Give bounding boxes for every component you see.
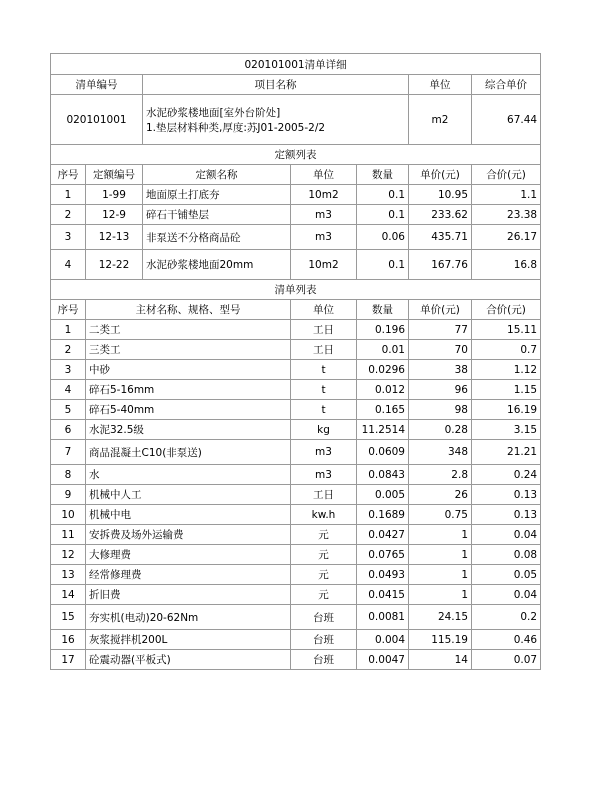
material-cell: 商品混凝土C10(非泵送) — [86, 440, 291, 465]
quota-cell: m3 — [291, 205, 357, 225]
material-row — [51, 320, 541, 340]
material-cell: kg — [291, 420, 357, 440]
material-cell: 1 — [409, 565, 472, 585]
material-cell: 0.0081 — [357, 605, 409, 630]
material-cell: 水 — [86, 465, 291, 485]
material-cell: 工日 — [291, 485, 357, 505]
item-price: 67.44 — [472, 95, 541, 145]
material-cell: 0.46 — [472, 630, 541, 650]
quota-cell: 0.1 — [357, 205, 409, 225]
quota-header-cell: 单价(元) — [409, 165, 472, 185]
material-cell: 0.0427 — [357, 525, 409, 545]
material-cell: 2 — [51, 340, 86, 360]
material-cell: 0.13 — [472, 505, 541, 525]
material-cell: 0.0843 — [357, 465, 409, 485]
material-row — [51, 465, 541, 485]
material-header-cell: 合价(元) — [472, 300, 541, 320]
material-cell: 碎石5-40mm — [86, 400, 291, 420]
quota-cell: 26.17 — [472, 225, 541, 250]
material-cell: 77 — [409, 320, 472, 340]
material-cell: 0.07 — [472, 650, 541, 670]
material-cell: 13 — [51, 565, 86, 585]
material-row — [51, 505, 541, 525]
material-row — [51, 630, 541, 650]
material-cell: 11.2514 — [357, 420, 409, 440]
material-cell: 经常修理费 — [86, 565, 291, 585]
material-cell: 1.15 — [472, 380, 541, 400]
material-cell: 11 — [51, 525, 86, 545]
bill-detail-table — [50, 53, 541, 670]
header-price: 综合单价 — [472, 75, 541, 95]
quota-cell: 10m2 — [291, 250, 357, 280]
material-cell: 机械中人工 — [86, 485, 291, 505]
material-cell: 台班 — [291, 650, 357, 670]
material-cell: 15 — [51, 605, 86, 630]
material-cell: 0.04 — [472, 525, 541, 545]
material-cell: 9 — [51, 485, 86, 505]
material-cell: 台班 — [291, 630, 357, 650]
material-cell: 机械中电 — [86, 505, 291, 525]
quota-cell: 1-99 — [86, 185, 143, 205]
material-header-cell: 主材名称、规格、型号 — [86, 300, 291, 320]
material-cell: 115.19 — [409, 630, 472, 650]
material-cell: 0.0415 — [357, 585, 409, 605]
header-name: 项目名称 — [143, 75, 409, 95]
quota-cell: 3 — [51, 225, 86, 250]
material-row — [51, 380, 541, 400]
material-cell: 0.04 — [472, 585, 541, 605]
material-cell: 0.01 — [357, 340, 409, 360]
material-section-title: 清单列表 — [51, 280, 541, 300]
material-cell: 0.0296 — [357, 360, 409, 380]
material-cell: 70 — [409, 340, 472, 360]
material-row — [51, 605, 541, 630]
quota-cell: 16.8 — [472, 250, 541, 280]
quota-cell: 12-22 — [86, 250, 143, 280]
quota-cell: 12-9 — [86, 205, 143, 225]
material-cell: 2.8 — [409, 465, 472, 485]
material-cell: 5 — [51, 400, 86, 420]
material-cell: 0.05 — [472, 565, 541, 585]
material-cell: 0.13 — [472, 485, 541, 505]
material-cell: 1 — [409, 545, 472, 565]
material-cell: 0.196 — [357, 320, 409, 340]
material-cell: 0.0765 — [357, 545, 409, 565]
quota-header-cell: 序号 — [51, 165, 86, 185]
material-header-row — [51, 300, 541, 320]
material-cell: 1 — [409, 585, 472, 605]
material-header-cell: 单价(元) — [409, 300, 472, 320]
material-header-cell: 数量 — [357, 300, 409, 320]
material-cell: 三类工 — [86, 340, 291, 360]
quota-cell: 1.1 — [472, 185, 541, 205]
material-cell: 二类工 — [86, 320, 291, 340]
material-cell: 14 — [409, 650, 472, 670]
item-unit: m2 — [409, 95, 472, 145]
quota-cell: 4 — [51, 250, 86, 280]
material-cell: 元 — [291, 525, 357, 545]
material-cell: 0.7 — [472, 340, 541, 360]
quota-header-cell: 定额编号 — [86, 165, 143, 185]
material-cell: 灰浆搅拌机200L — [86, 630, 291, 650]
material-cell: t — [291, 360, 357, 380]
quota-cell: 12-13 — [86, 225, 143, 250]
quota-cell: 10m2 — [291, 185, 357, 205]
material-row — [51, 440, 541, 465]
material-cell: 1 — [409, 525, 472, 545]
material-cell: 10 — [51, 505, 86, 525]
material-cell: 1.12 — [472, 360, 541, 380]
material-cell: 16.19 — [472, 400, 541, 420]
quota-cell: 2 — [51, 205, 86, 225]
material-cell: 0.2 — [472, 605, 541, 630]
material-cell: 安拆费及场外运输费 — [86, 525, 291, 545]
quota-cell: 水泥砂浆楼地面20mm — [143, 250, 291, 280]
material-cell: 6 — [51, 420, 86, 440]
material-cell: 0.165 — [357, 400, 409, 420]
material-cell: 0.0493 — [357, 565, 409, 585]
quota-cell: 碎石干铺垫层 — [143, 205, 291, 225]
material-cell: 17 — [51, 650, 86, 670]
material-cell: 水泥32.5级 — [86, 420, 291, 440]
material-cell: 16 — [51, 630, 86, 650]
material-cell: 大修理费 — [86, 545, 291, 565]
material-cell: 元 — [291, 565, 357, 585]
material-cell: 7 — [51, 440, 86, 465]
material-cell: 元 — [291, 585, 357, 605]
quota-row — [51, 250, 541, 280]
material-cell: 0.75 — [409, 505, 472, 525]
material-cell: 碎石5-16mm — [86, 380, 291, 400]
material-row — [51, 545, 541, 565]
quota-header-cell: 合价(元) — [472, 165, 541, 185]
material-row — [51, 420, 541, 440]
material-row — [51, 585, 541, 605]
quota-row — [51, 225, 541, 250]
item-name — [143, 95, 409, 145]
item-code: 020101001 — [51, 95, 143, 145]
quota-header-cell: 定额名称 — [143, 165, 291, 185]
quota-cell: 23.38 — [472, 205, 541, 225]
quota-cell: 10.95 — [409, 185, 472, 205]
material-row — [51, 360, 541, 380]
material-header-cell: 单位 — [291, 300, 357, 320]
quota-cell: 233.62 — [409, 205, 472, 225]
material-cell: m3 — [291, 440, 357, 465]
material-cell: m3 — [291, 465, 357, 485]
quota-cell: m3 — [291, 225, 357, 250]
material-cell: 0.24 — [472, 465, 541, 485]
quota-cell: 435.71 — [409, 225, 472, 250]
material-cell: 8 — [51, 465, 86, 485]
material-cell: 工日 — [291, 320, 357, 340]
material-cell: 26 — [409, 485, 472, 505]
material-row — [51, 485, 541, 505]
quota-cell: 167.76 — [409, 250, 472, 280]
quota-cell: 0.06 — [357, 225, 409, 250]
page-title: 020101001清单详细 — [51, 54, 541, 75]
material-cell: 348 — [409, 440, 472, 465]
material-cell: 砼震动器(平板式) — [86, 650, 291, 670]
quota-cell: 地面原土打底夯 — [143, 185, 291, 205]
material-cell: 15.11 — [472, 320, 541, 340]
material-row — [51, 340, 541, 360]
material-cell: 夯实机(电动)20-62Nm — [86, 605, 291, 630]
material-cell: 98 — [409, 400, 472, 420]
item-name-line1: 水泥砂浆楼地面[室外台阶处] — [146, 106, 281, 119]
quota-row — [51, 205, 541, 225]
quota-header-cell: 单位 — [291, 165, 357, 185]
quota-cell: 1 — [51, 185, 86, 205]
material-cell: 0.004 — [357, 630, 409, 650]
material-cell: 工日 — [291, 340, 357, 360]
quota-header-cell: 数量 — [357, 165, 409, 185]
item-name-line2: 1.垫层材料种类,厚度:苏J01-2005-2/2 — [146, 121, 326, 134]
material-cell: 0.1689 — [357, 505, 409, 525]
material-cell: 3 — [51, 360, 86, 380]
material-header-cell: 序号 — [51, 300, 86, 320]
material-cell: 38 — [409, 360, 472, 380]
material-cell: 21.21 — [472, 440, 541, 465]
material-cell: 中砂 — [86, 360, 291, 380]
quota-cell: 0.1 — [357, 250, 409, 280]
material-cell: 元 — [291, 545, 357, 565]
header-code: 清单编号 — [51, 75, 143, 95]
material-cell: 0.0609 — [357, 440, 409, 465]
material-cell: 台班 — [291, 605, 357, 630]
quota-cell: 0.1 — [357, 185, 409, 205]
material-row — [51, 525, 541, 545]
quota-section-title: 定额列表 — [51, 145, 541, 165]
material-cell: 折旧费 — [86, 585, 291, 605]
material-cell: 12 — [51, 545, 86, 565]
material-row — [51, 400, 541, 420]
material-cell: 14 — [51, 585, 86, 605]
material-cell: 1 — [51, 320, 86, 340]
material-cell: kw.h — [291, 505, 357, 525]
material-cell: t — [291, 400, 357, 420]
material-cell: 0.08 — [472, 545, 541, 565]
material-row — [51, 565, 541, 585]
material-cell: 3.15 — [472, 420, 541, 440]
material-cell: 0.005 — [357, 485, 409, 505]
material-cell: 4 — [51, 380, 86, 400]
material-cell: 0.0047 — [357, 650, 409, 670]
material-cell: t — [291, 380, 357, 400]
header-unit: 单位 — [409, 75, 472, 95]
material-row — [51, 650, 541, 670]
quota-header-row — [51, 165, 541, 185]
material-cell: 24.15 — [409, 605, 472, 630]
material-cell: 0.28 — [409, 420, 472, 440]
quota-row — [51, 185, 541, 205]
material-cell: 96 — [409, 380, 472, 400]
material-cell: 0.012 — [357, 380, 409, 400]
quota-cell: 非泵送不分格商品砼 — [143, 225, 291, 250]
